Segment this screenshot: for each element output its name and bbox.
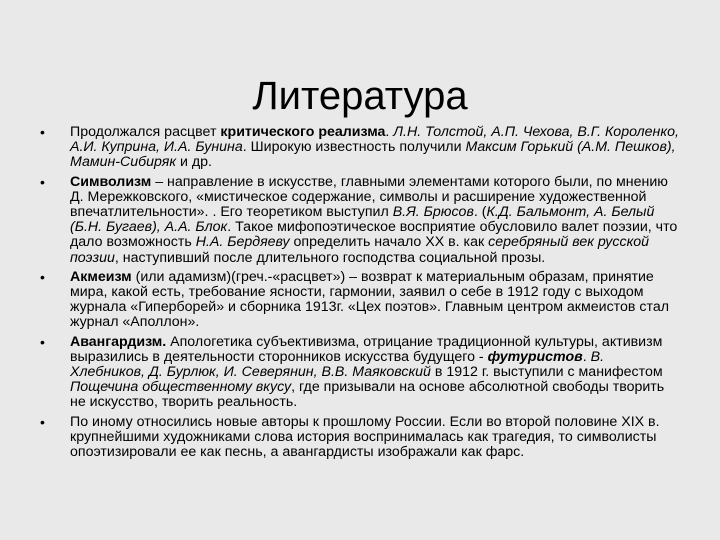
bullet-marker: • xyxy=(40,173,45,190)
bullet-item xyxy=(0,270,720,331)
text-segment: . Такое мифопоэтическое восприятие обусловило валет поэзии, что дало возможность xyxy=(70,219,678,251)
bullet-marker: • xyxy=(40,268,45,285)
text-segment: Л.Н. Толстой, А.П. Чехова, В.Г. Короленко, А.И. Куприна, И.А. Бунина xyxy=(70,124,679,156)
text-segment: критического реализма xyxy=(220,124,386,140)
text-segment: . xyxy=(385,124,394,140)
bullet-marker: • xyxy=(40,333,45,350)
bullet-text xyxy=(70,415,680,461)
bullet-marker: • xyxy=(40,124,45,140)
text-segment: Продолжался расцвет xyxy=(70,124,221,140)
text-segment: В. Хлебников, Д. Бурлюк, И. Северянин, В.В. Маяковский xyxy=(70,348,605,381)
bullet-text xyxy=(70,175,680,266)
bullet-item xyxy=(0,335,720,411)
text-segment: . Широкую известность получили xyxy=(242,139,466,156)
text-segment: Максим Горький (А.М. Пешков), Мамин-Сибиряк xyxy=(70,139,676,171)
bullet-text xyxy=(70,125,680,171)
text-segment: Апологетика субъективизма, отрицание традиционной культуры, активизм выразились в деятельности сторонников искусства будущего - xyxy=(70,333,663,365)
bullet-item xyxy=(0,125,720,171)
text-segment: Пощечина общественному вкусу xyxy=(70,379,292,396)
bullet-text xyxy=(70,270,680,331)
text-segment: в 1912 г. выступили с манифестом xyxy=(430,364,663,381)
text-segment: Н.А. Бердяеву xyxy=(195,234,290,251)
text-segment: футуристов xyxy=(487,348,583,365)
text-segment: Акмеизм xyxy=(70,268,132,285)
text-segment: определить начало XX в. как xyxy=(289,234,489,251)
slide-title: Литература xyxy=(252,73,468,118)
bullet-item xyxy=(0,175,720,266)
text-segment: , где призывали на основе абсолютной свободы творить не искусство, творить реальность. xyxy=(70,379,665,411)
text-segment: К.Д. Бальмонт, А. Белый (Б.Н. Бугаев), А.А. Блок xyxy=(70,204,655,236)
text-segment: По иному относились новые авторы к прошлому России. Если во второй половине XIX в. крупнейшими художниками слова история воспринималась как трагедия, то символисты опоэтизировали ее как песнь, а авангардисты изображали как фарс. xyxy=(70,413,660,461)
text-segment: – направление в искусстве, главными элементами которого были, по мнению Д. Мережковского, «мистическое содержание, символы и расширение художественной впечатлительности». . Его теоретиком выступил xyxy=(70,173,668,221)
text-segment: В.Я. Брюсов xyxy=(392,204,474,221)
text-segment: и др. xyxy=(176,154,212,171)
bullet-marker: • xyxy=(40,413,45,430)
text-segment: Символизм xyxy=(70,173,152,190)
text-segment: (или адамизм)(греч.-«расцвет») – возврат к материальным образам, принятие мира, какой есть, требование ясности, гармонии, заявил о себе в 1912 году с выходом журнала «Гиперборей» и сборника 1913г. «Цех поэтов». Главным центром акмеистов стал журнал «Аполлон». xyxy=(70,268,669,331)
bullet-text xyxy=(70,335,680,411)
bullet-list xyxy=(0,125,720,464)
text-segment: . xyxy=(582,348,591,365)
text-segment: , наступивший после длительного господства социальной прозы. xyxy=(114,249,546,266)
text-segment: Авангардизм. xyxy=(70,333,167,350)
text-segment: . ( xyxy=(473,204,487,221)
text-segment: серебряный век русской поэзии xyxy=(70,234,650,266)
bullet-item xyxy=(0,415,720,461)
